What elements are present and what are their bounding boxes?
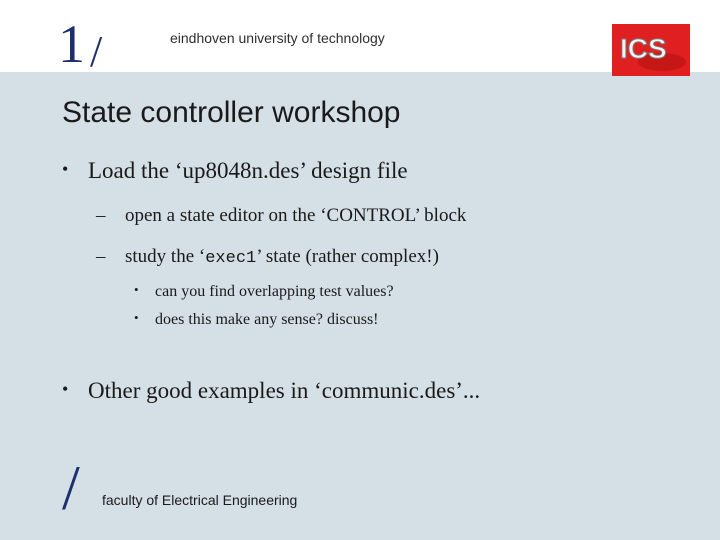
sub-bullet-text: open a state editor on the ‘CONTROL’ block <box>125 205 467 226</box>
dash-icon: – <box>96 205 106 226</box>
university-name: eindhoven university of technology <box>170 30 385 46</box>
slide-title: State controller workshop <box>62 96 401 129</box>
bullet-dot-icon: • <box>62 159 69 179</box>
bullet-text: Other good examples in ‘communic.des’... <box>88 378 481 403</box>
faculty-name: faculty of Electrical Engineering <box>102 492 298 508</box>
bullet-text: Load the ‘up8048n.des’ design file <box>88 158 408 183</box>
sub-sub-bullet-text: does this make any sense? discuss! <box>155 311 379 328</box>
sub-bullet-text <box>125 246 439 268</box>
ics-logo-text: ICS <box>620 33 667 64</box>
sub-sub-bullet-text: can you find overlapping test values? <box>155 283 394 300</box>
text-before-code: study the ‘ <box>125 246 206 267</box>
bullet-dot-icon: • <box>134 310 139 325</box>
bullet-dot-icon: • <box>62 379 69 399</box>
state-name-code: exec1 <box>205 249 257 268</box>
dash-icon: – <box>96 246 106 267</box>
tue-logo-number: 1 <box>58 14 85 74</box>
text-after-code: ’ state (rather complex!) <box>256 246 439 267</box>
bullet-dot-icon: • <box>134 282 139 297</box>
footer-slash-icon: / <box>62 452 80 523</box>
ics-logo-icon <box>612 24 690 76</box>
header-bar <box>0 0 720 76</box>
tue-logo-slash: / <box>90 27 103 76</box>
